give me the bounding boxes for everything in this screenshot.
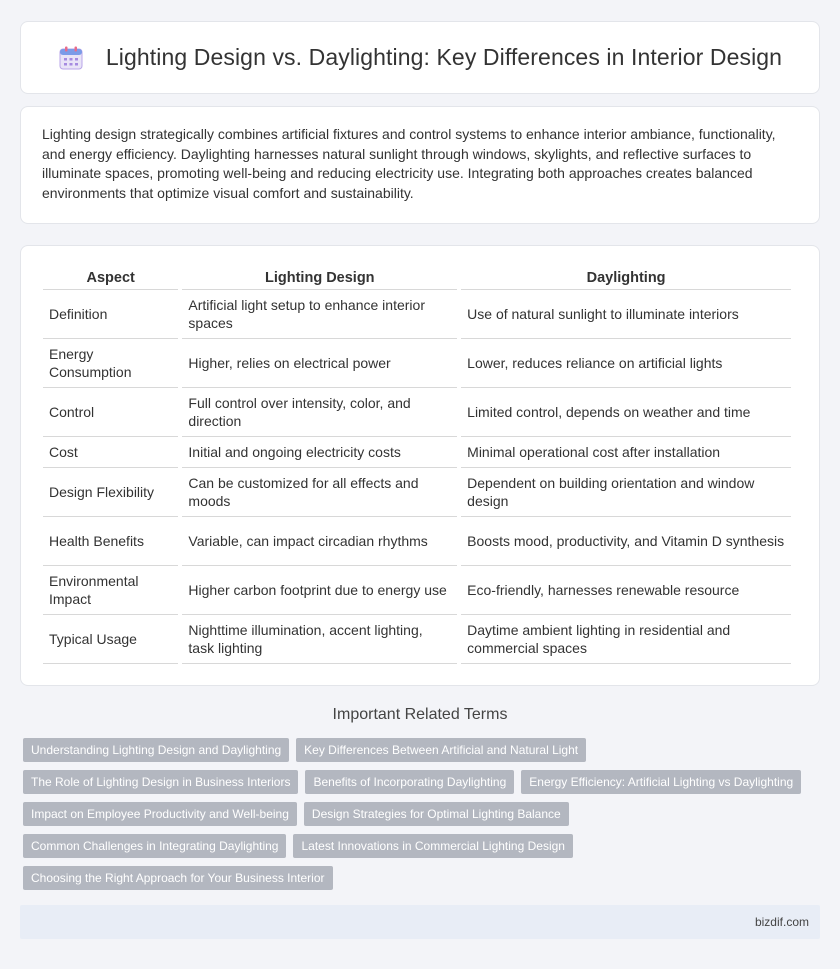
comparison-card	[20, 245, 820, 686]
related-term-tag[interactable]: Choosing the Right Approach for Your Business Interior	[23, 866, 333, 890]
table-row	[43, 615, 791, 664]
table-cell: Definition	[43, 290, 178, 339]
related-term-tag[interactable]: Understanding Lighting Design and Daylighting	[23, 738, 289, 762]
table-row	[43, 339, 791, 388]
table-cell: Typical Usage	[43, 615, 178, 664]
related-term-tag[interactable]: Benefits of Incorporating Daylighting	[305, 770, 514, 794]
calendar-icon	[58, 45, 84, 71]
intro-card	[20, 106, 820, 224]
table-cell: Energy Consumption	[43, 339, 178, 388]
footer-site-name[interactable]: bizdif.com	[754, 915, 809, 929]
table-cell: Minimal operational cost after installation	[461, 437, 791, 468]
table-cell: Can be customized for all effects and moods	[182, 468, 457, 517]
footer	[20, 905, 820, 939]
related-term-tag[interactable]: Impact on Employee Productivity and Well-being	[23, 802, 297, 826]
table-cell: Control	[43, 388, 178, 437]
table-header-row	[43, 266, 791, 290]
column-header-aspect: Aspect	[43, 266, 178, 290]
table-row	[43, 566, 791, 615]
table-cell: Environmental Impact	[43, 566, 178, 615]
table-row	[43, 517, 791, 566]
table-cell: Cost	[43, 437, 178, 468]
page-title: Lighting Design vs. Daylighting: Key Differences in Interior Design	[105, 44, 783, 70]
related-terms-title: Important Related Terms	[332, 706, 508, 723]
comparison-table	[39, 266, 795, 664]
intro-text: Lighting design strategically combines artificial fixtures and control systems to enhance interior ambiance, functionality, and energy efficiency. Daylighting harnesses natural sunlight through windows, skylights, and reflective surfaces to illuminate spaces, promoting well-being and reducing electricity use. Integrating both approaches creates balanced environments that optimize visual comfort and sustainability.	[42, 126, 776, 201]
table-row	[43, 388, 791, 437]
table-cell: Dependent on building orientation and window design	[461, 468, 791, 517]
column-header-daylighting: Daylighting	[461, 266, 791, 290]
table-cell: Boosts mood, productivity, and Vitamin D synthesis	[461, 517, 791, 566]
column-header-lighting-design: Lighting Design	[182, 266, 457, 290]
related-term-tag[interactable]: Design Strategies for Optimal Lighting Balance	[304, 802, 569, 826]
related-term-tag[interactable]: Energy Efficiency: Artificial Lighting vs Daylighting	[521, 770, 801, 794]
related-term-tag[interactable]: The Role of Lighting Design in Business Interiors	[23, 770, 298, 794]
table-cell: Health Benefits	[43, 517, 178, 566]
related-term-tag[interactable]: Key Differences Between Artificial and Natural Light	[296, 738, 586, 762]
page-header	[20, 21, 820, 94]
table-cell: Daytime ambient lighting in residential and commercial spaces	[461, 615, 791, 664]
table-row	[43, 468, 791, 517]
table-cell: Use of natural sunlight to illuminate interiors	[461, 290, 791, 339]
table-cell: Full control over intensity, color, and direction	[182, 388, 457, 437]
table-cell: Lower, reduces reliance on artificial lights	[461, 339, 791, 388]
table-cell: Limited control, depends on weather and time	[461, 388, 791, 437]
related-terms-list	[23, 738, 823, 898]
table-cell: Artificial light setup to enhance interior spaces	[182, 290, 457, 339]
table-cell: Eco-friendly, harnesses renewable resource	[461, 566, 791, 615]
table-cell: Higher carbon footprint due to energy use	[182, 566, 457, 615]
related-term-tag[interactable]: Latest Innovations in Commercial Lighting Design	[293, 834, 572, 858]
table-cell: Higher, relies on electrical power	[182, 339, 457, 388]
table-row	[43, 290, 791, 339]
related-term-tag[interactable]: Common Challenges in Integrating Daylighting	[23, 834, 286, 858]
table-cell: Design Flexibility	[43, 468, 178, 517]
table-cell: Initial and ongoing electricity costs	[182, 437, 457, 468]
table-cell: Variable, can impact circadian rhythms	[182, 517, 457, 566]
table-row	[43, 437, 791, 468]
table-cell: Nighttime illumination, accent lighting, task lighting	[182, 615, 457, 664]
